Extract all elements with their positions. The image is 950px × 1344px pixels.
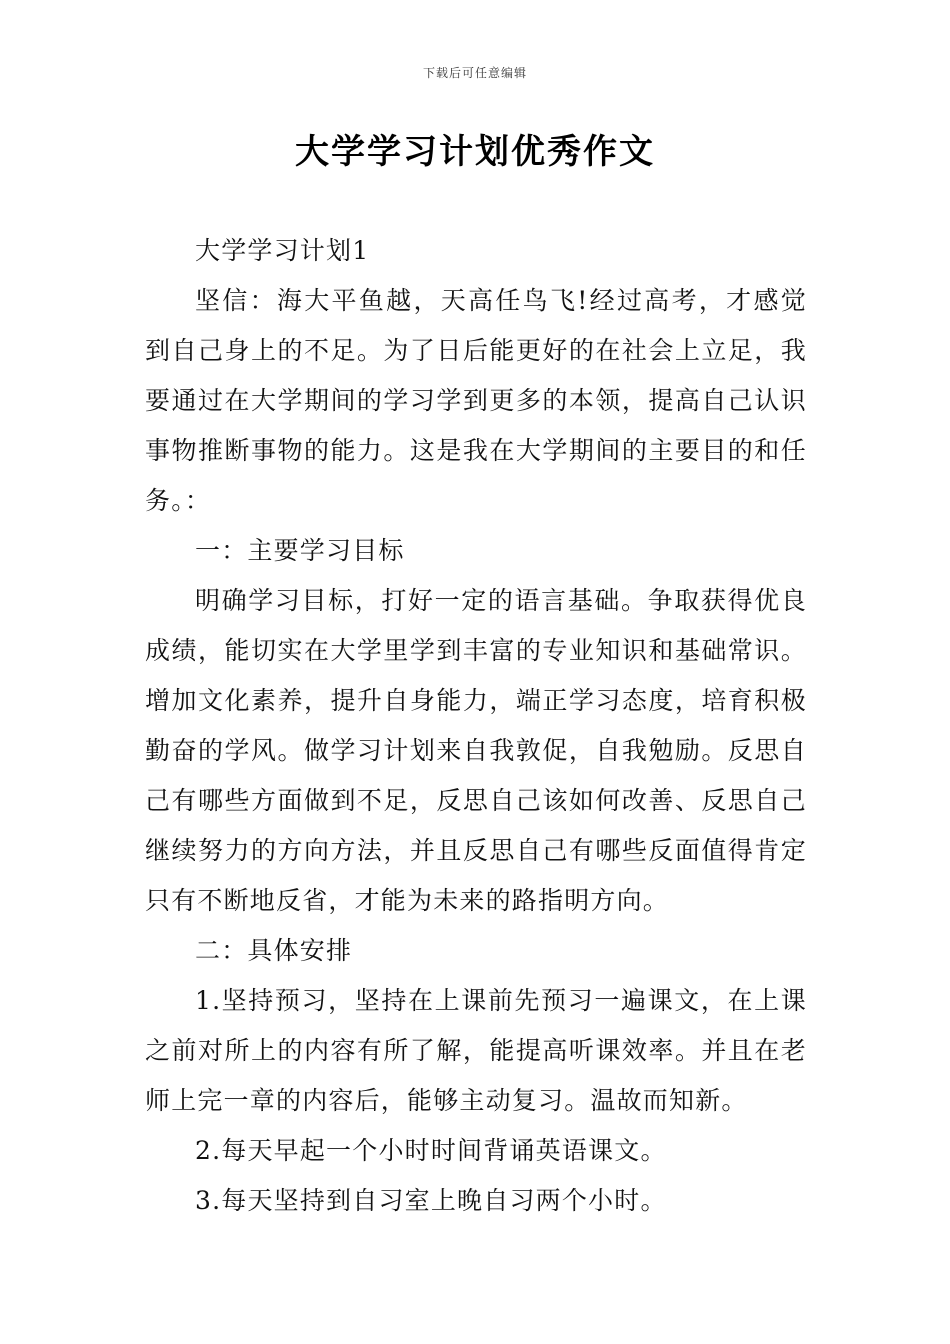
arrangement-item-2: 2.每天早起一个小时时间背诵英语课文。: [195, 1136, 667, 1165]
document-body: [145, 226, 807, 1226]
section-heading-goals: 一：主要学习目标: [195, 536, 405, 565]
section-heading-plan-1: 大学学习计划1: [195, 236, 370, 265]
section-heading-arrangement: 二：具体安排: [195, 936, 353, 965]
header-note: 下载后可任意编辑: [422, 66, 527, 80]
document-title: 大学学习计划优秀作文: [295, 132, 655, 172]
arrangement-item-1: 1.坚持预习，坚持在上课前先预习一遍课文，在上课之前对所上的内容有所了解，能提高听课效率。并且在老师上完一章的内容后，能够主动复习。温故而知新。: [145, 986, 807, 1115]
intro-paragraph: 坚信：海大平鱼越，天高任鸟飞!经过高考，才感觉到自己身上的不足。为了日后能更好的在社会上立足，我要通过在大学期间的学习学到更多的本领，提高自己认识事物推断事物的能力。这是我在大学期间的主要目的和任务。：: [145, 286, 807, 515]
arrangement-item-3: 3.每天坚持到自习室上晚自习两个小时。: [195, 1186, 667, 1215]
goals-paragraph: 明确学习目标，打好一定的语言基础。争取获得优良成绩，能切实在大学里学到丰富的专业知识和基础常识。增加文化素养，提升自身能力，端正学习态度，培育积极勤奋的学风。做学习计划来自我敦促，自我勉励。反思自己有哪些方面做到不足，反思自己该如何改善、反思自己继续努力的方向方法，并且反思自己有哪些反面值得肯定只有不断地反省，才能为未来的路指明方向。: [145, 586, 807, 915]
